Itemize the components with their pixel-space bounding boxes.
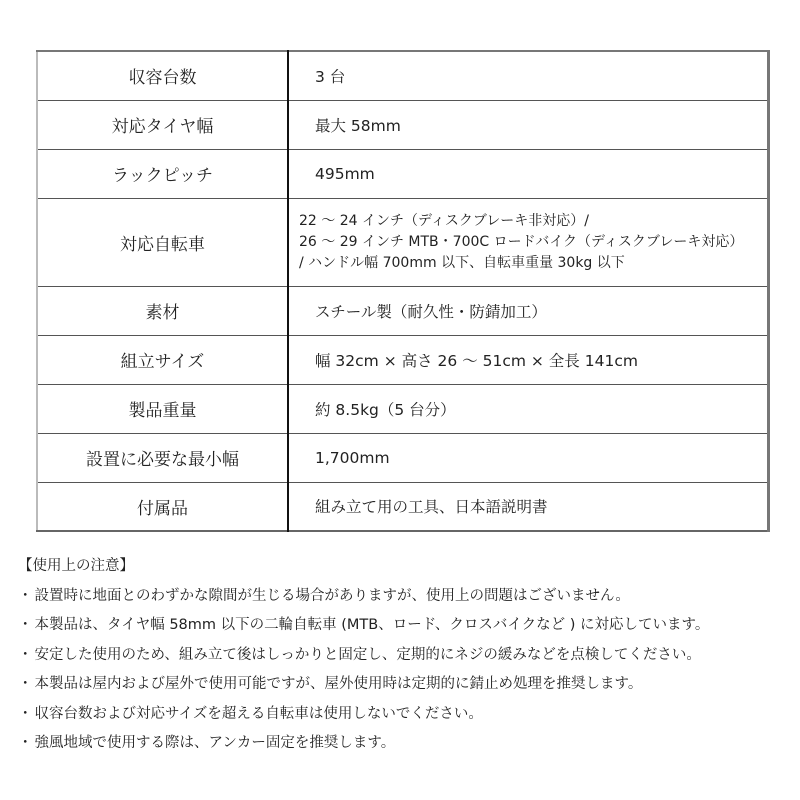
bullet-icon: ・ [18,676,33,692]
spec-value: 3 台 [315,67,346,86]
spec-row-assembled-size [37,335,769,384]
spec-row-min-width [37,433,769,482]
spec-value-line: / ハンドル幅 700mm 以下、自転車重量 30kg 以下 [299,254,625,271]
note-text: 収容台数および対応サイズを超える自転車は使用しないでください。 [34,705,483,722]
spec-label: 組立サイズ [37,335,288,384]
spec-label: ラックピッチ [37,149,288,198]
bullet-icon: ・ [18,646,33,663]
spec-table [36,50,770,532]
spec-label: 設置に必要な最小幅 [37,433,288,482]
note-item [18,700,800,730]
spec-value-line: 26 ～ 29 インチ MTB・700C ロードバイク（ディスクブレーキ対応） [299,233,744,250]
bullet-icon: ・ [18,735,33,751]
note-text: 安定した使用のため、組み立て後はしっかりと固定し、定期的にネジの緩みなどを点検してください。 [34,646,701,663]
spec-row-capacity [37,51,769,100]
spec-label: 収容台数 [37,51,288,100]
spec-row-rack-pitch [37,149,769,198]
spec-label: 素材 [37,286,288,335]
spec-label: 付属品 [37,482,288,531]
spec-value: 最大 58mm [288,100,769,149]
bullet-icon: ・ [18,587,33,604]
bullet-icon: ・ [18,617,33,633]
spec-value: 組み立て用の工具、日本語説明書 [288,482,769,531]
spec-row-tire-width [37,100,769,149]
note-item [18,729,800,759]
note-text: 強風地域で使用する際は、アンカー固定を推奨します。 [34,735,396,751]
usage-notes [18,552,800,759]
spec-value: 1,700mm [288,433,769,482]
spec-label: 対応タイヤ幅 [37,100,288,149]
spec-value: スチール製（耐久性・防錆加工） [288,286,769,335]
note-item [18,582,800,612]
note-text: 本製品は屋内および屋外で使用可能ですが、屋外使用時は定期的に錆止め処理を推奨します。 [34,676,643,692]
spec-value: 幅 32cm × 高さ 26 ～ 51cm × 全長 141cm [288,335,769,384]
note-text: 本製品は、タイヤ幅 58mm 以下の二輪自転車 (MTB、ロード、クロスバイクなど ) に対応しています。 [34,617,710,633]
notes-heading: 【使用上の注意】 [18,558,134,574]
note-item [18,670,800,700]
note-item [18,611,800,641]
spec-value: 約 8.5kg（5 台分） [288,384,769,433]
notes-list [18,582,800,759]
note-text: 設置時に地面とのわずかな隙間が生じる場合がありますが、使用上の問題はございません。 [34,587,630,604]
spec-row-compatible-bikes [37,198,769,286]
spec-value-multiline [288,198,769,286]
spec-row-weight [37,384,769,433]
spec-value-line: 22 ～ 24 インチ（ディスクブレーキ非対応）/ [299,212,590,229]
spec-label: 製品重量 [37,384,288,433]
note-item [18,641,800,671]
spec-value: 495mm [288,149,769,198]
spec-row-material [37,286,769,335]
spec-row-accessories [37,482,769,531]
spec-label: 対応自転車 [37,198,288,286]
bullet-icon: ・ [18,705,33,722]
